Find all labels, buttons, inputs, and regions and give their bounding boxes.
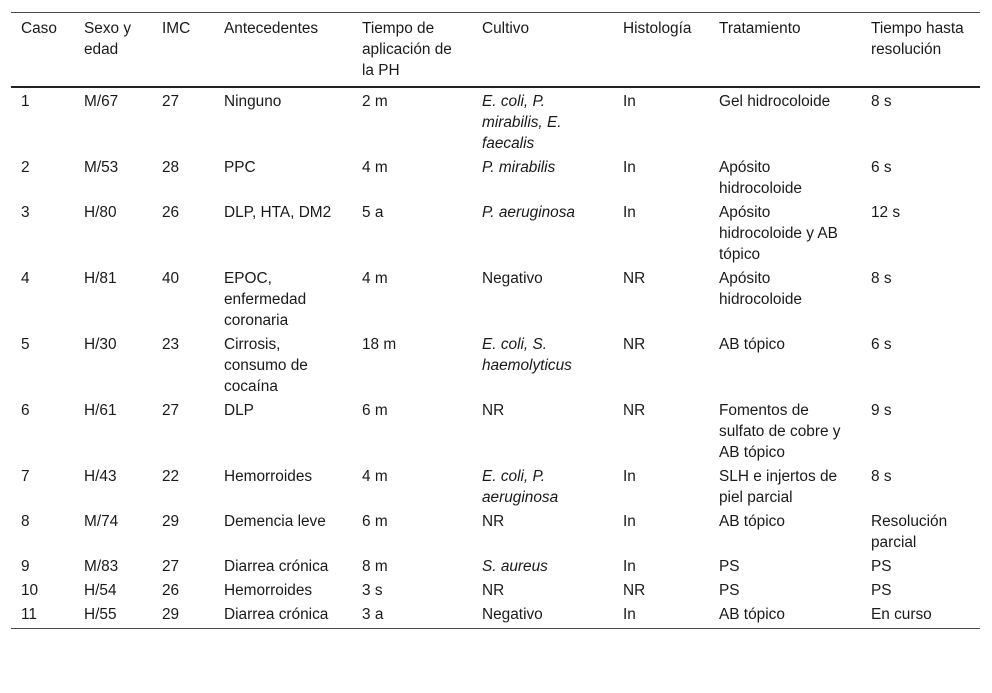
header-tiempo-resolucion: Tiempo hasta resolución [871, 20, 964, 58]
table-row [11, 87, 980, 155]
cell-cultivo: P. aeruginosa [482, 204, 575, 221]
cell-cultivo: E. coli, P. mirabilis, E. faecalis [482, 93, 562, 152]
cell-tratamiento: SLH e injertos de piel parcial [719, 468, 838, 506]
cell-tratamiento: AB tópico [719, 606, 785, 623]
cell-tratamiento: Apósito hidrocoloide [719, 270, 802, 308]
cell-cultivo: S. aureus [482, 558, 548, 575]
cell-tiempo-aplicacion: 4 m [362, 270, 388, 287]
cell-sexo-edad: H/80 [84, 204, 117, 221]
cell-tiempo-resolucion: PS [871, 582, 892, 599]
header-tiempo-aplicacion: Tiempo de aplicación de la PH [362, 20, 452, 79]
cell-tiempo-resolucion: PS [871, 558, 892, 575]
cell-antecedentes: DLP, HTA, DM2 [224, 204, 332, 221]
cell-tiempo-aplicacion: 8 m [362, 558, 388, 575]
table-row [11, 578, 980, 602]
cell-cultivo: NR [482, 513, 505, 530]
cell-imc: 23 [162, 336, 180, 353]
cell-tiempo-aplicacion: 3 s [362, 582, 383, 599]
cell-tiempo-resolucion: 9 s [871, 402, 892, 419]
table-row [11, 554, 980, 578]
cell-cultivo: P. mirabilis [482, 159, 556, 176]
table-row [11, 398, 980, 464]
cell-imc: 27 [162, 93, 180, 110]
cell-sexo-edad: H/55 [84, 606, 117, 623]
cell-sexo-edad: M/53 [84, 159, 119, 176]
cell-caso: 11 [21, 606, 37, 623]
cell-tiempo-aplicacion: 6 m [362, 513, 388, 530]
cell-tiempo-resolucion: 8 s [871, 468, 892, 485]
cell-tiempo-resolucion: En curso [871, 606, 932, 623]
cell-tratamiento: PS [719, 558, 740, 575]
table-row [11, 155, 980, 200]
cell-caso: 1 [21, 93, 30, 110]
cell-sexo-edad: M/83 [84, 558, 119, 575]
cell-antecedentes: Diarrea crónica [224, 558, 329, 575]
table-header-row [11, 13, 980, 88]
cell-cultivo: Negativo [482, 270, 543, 287]
cell-caso: 3 [21, 204, 30, 221]
cell-imc: 27 [162, 402, 180, 419]
cell-tiempo-aplicacion: 5 a [362, 204, 384, 221]
cell-tiempo-aplicacion: 18 m [362, 336, 397, 353]
cell-sexo-edad: H/30 [84, 336, 117, 353]
cell-sexo-edad: M/67 [84, 93, 119, 110]
cell-cultivo: NR [482, 402, 505, 419]
cell-tiempo-resolucion: Resolución parcial [871, 513, 948, 551]
table-row [11, 332, 980, 398]
cell-caso: 6 [21, 402, 30, 419]
cell-imc: 26 [162, 204, 180, 221]
cell-cultivo: Negativo [482, 606, 543, 623]
cell-antecedentes: DLP [224, 402, 254, 419]
header-sexo-edad: Sexo y edad [84, 20, 132, 58]
header-antecedentes: Antecedentes [224, 20, 319, 37]
cell-imc: 29 [162, 513, 180, 530]
cell-antecedentes: Hemorroides [224, 582, 313, 599]
cell-tiempo-resolucion: 6 s [871, 159, 892, 176]
cell-sexo-edad: M/74 [84, 513, 119, 530]
cell-caso: 7 [21, 468, 30, 485]
cell-histologia: NR [623, 270, 646, 287]
case-table [11, 12, 980, 629]
table-body [11, 87, 980, 629]
cell-tiempo-resolucion: 12 s [871, 204, 901, 221]
cell-histologia: In [623, 93, 636, 110]
table-row [11, 509, 980, 554]
cell-tratamiento: AB tópico [719, 513, 785, 530]
table-row [11, 266, 980, 332]
cell-imc: 29 [162, 606, 180, 623]
cell-tratamiento: Apósito hidrocoloide y AB tópico [719, 204, 838, 263]
cell-cultivo: NR [482, 582, 505, 599]
cell-imc: 28 [162, 159, 180, 176]
cell-caso: 2 [21, 159, 30, 176]
cell-tratamiento: Apósito hidrocoloide [719, 159, 802, 197]
header-caso: Caso [21, 20, 57, 37]
cell-cultivo: E. coli, P. aeruginosa [482, 468, 559, 506]
cell-tratamiento: Gel hidrocoloide [719, 93, 831, 110]
table-row [11, 602, 980, 629]
cell-histologia: In [623, 468, 636, 485]
cell-histologia: NR [623, 582, 646, 599]
cell-sexo-edad: H/43 [84, 468, 117, 485]
cell-antecedentes: Cirrosis, consumo de cocaína [224, 336, 308, 395]
cell-histologia: In [623, 204, 636, 221]
cell-tiempo-aplicacion: 3 a [362, 606, 384, 623]
cell-antecedentes: Demencia leve [224, 513, 326, 530]
cell-histologia: In [623, 513, 636, 530]
case-table-container [11, 12, 980, 629]
cell-tratamiento: PS [719, 582, 740, 599]
cell-imc: 40 [162, 270, 180, 287]
cell-antecedentes: Ninguno [224, 93, 282, 110]
header-tratamiento: Tratamiento [719, 20, 801, 37]
cell-sexo-edad: H/54 [84, 582, 117, 599]
cell-tiempo-resolucion: 8 s [871, 93, 892, 110]
header-imc: IMC [162, 20, 191, 37]
cell-tiempo-aplicacion: 4 m [362, 468, 388, 485]
cell-caso: 10 [21, 582, 39, 599]
cell-sexo-edad: H/61 [84, 402, 117, 419]
cell-cultivo: E. coli, S. haemolyticus [482, 336, 572, 374]
cell-imc: 22 [162, 468, 180, 485]
cell-sexo-edad: H/81 [84, 270, 117, 287]
cell-tiempo-resolucion: 8 s [871, 270, 892, 287]
cell-caso: 9 [21, 558, 30, 575]
cell-histologia: In [623, 159, 636, 176]
cell-tiempo-aplicacion: 4 m [362, 159, 388, 176]
cell-tiempo-resolucion: 6 s [871, 336, 892, 353]
table-row [11, 200, 980, 266]
cell-antecedentes: Diarrea crónica [224, 606, 329, 623]
cell-tratamiento: Fomentos de sulfato de cobre y AB tópico [719, 402, 841, 461]
header-cultivo: Cultivo [482, 20, 530, 37]
cell-caso: 8 [21, 513, 30, 530]
cell-histologia: NR [623, 402, 646, 419]
cell-antecedentes: EPOC, enfermedad coronaria [224, 270, 307, 329]
table-row [11, 464, 980, 509]
cell-imc: 27 [162, 558, 180, 575]
cell-antecedentes: Hemorroides [224, 468, 313, 485]
cell-antecedentes: PPC [224, 159, 256, 176]
header-histologia: Histología [623, 20, 692, 37]
cell-tiempo-aplicacion: 6 m [362, 402, 388, 419]
cell-caso: 4 [21, 270, 30, 287]
cell-histologia: NR [623, 336, 646, 353]
cell-caso: 5 [21, 336, 30, 353]
cell-histologia: In [623, 606, 636, 623]
cell-tratamiento: AB tópico [719, 336, 785, 353]
cell-tiempo-aplicacion: 2 m [362, 93, 388, 110]
cell-histologia: In [623, 558, 636, 575]
cell-imc: 26 [162, 582, 180, 599]
